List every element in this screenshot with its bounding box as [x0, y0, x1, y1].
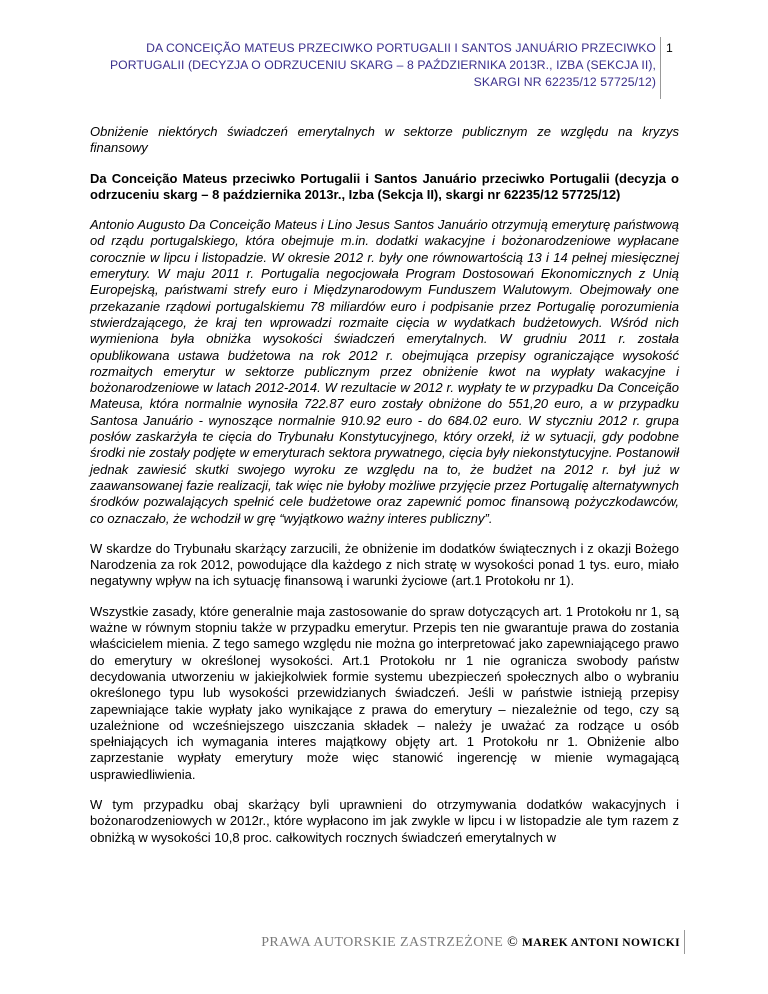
- document-body: [90, 124, 679, 860]
- complaint-paragraph: W skardze do Trybunału skarżący zarzucili, że obniżenie im dodatków świątecznych i z okazji Bożego Narodzenia za rok 2012, powodujące dla każdego z nich stratę w wysokości ponad 1 tys. euro, miało negatywny wpływ na ich sytuację finansową i warunki życiowe (art.1 Protokołu nr 1).: [90, 540, 679, 589]
- footer-author: MAREK ANTONI NOWICKI: [522, 937, 680, 949]
- case-title: Da Conceição Mateus przeciwko Portugalii i Santos Januário przeciwko Portugalii (decyzja o odrzuceniu skarg – 8 października 2013r., Izba (Sekcja II), skargi nr 62235/12 57725/12): [90, 170, 679, 202]
- copyright-symbol: ©: [507, 935, 519, 950]
- page-footer: [180, 935, 680, 951]
- footer-divider: [684, 930, 685, 954]
- case-entitlement-paragraph: W tym przypadku obaj skarżący byli uprawnieni do otrzymywania dodatków wakacyjnych i bożonarodzeniowych w 2012r., które wypłacono im jak zwykle w lipcu i w listopadzie ale tym razem z obniżką w wysokości 10,8 proc. całkowitych rocznych świadczeń emerytalnych w: [90, 796, 679, 845]
- principles-paragraph: Wszystkie zasady, które generalnie maja zastosowanie do spraw dotyczących art. 1 Protokołu nr 1, są ważne w równym stopniu także w przypadku emerytur. Przepis ten nie gwarantuje prawa do zostania właścicielem mienia. Z tego samego względu nie można go interpretować jako zapewniającego prawo do emerytury w określonej wysokości. Art.1 Protokołu nr 1 nie ogranicza swobody państw decydowania utworzeniu w jakiejkolwiek formie systemu ubezpieczeń społecznych albo o wybraniu określonego typu lub wysokości przewidzianych świadczeń. Jeśli w państwie istnieją przepisy zapewniające takie wypłaty jako wynikające z prawa do emerytury – niezależnie od tego, czy są uzależnione od wcześniejszego uiszczania składek – należy je uważać za rodzące u osób spełniających ich wymagania interes majątkowy objęty art. 1 Protokołu nr 1. Obniżenie albo zaprzestanie wypłaty emerytury może więc stanowić ingerencję w mienie wymagającą usprawiedliwienia.: [90, 603, 679, 782]
- footer-rights: PRAWA AUTORSKIE ZASTRZEŻONE: [261, 935, 504, 950]
- header-divider: [660, 37, 661, 99]
- facts-paragraph: Antonio Augusto Da Conceição Mateus i Lino Jesus Santos Januário otrzymują emeryturę państwową od rządu portugalskiego, która obejmuje m.in. dodatki wakacyjne i bożonarodzeniowe wypłacane corocznie w lipcu i listopadzie. W okresie 2012 r. były one równowartością 13 i 14 pełnej miesięcznej emerytury. W maju 2011 r. Portugalia negocjowała Program Dostosowań Ekonomicznych z Unią Europejską, państwami strefy euro i Międzynarodowym Funduszem Walutowym. Obejmowały one przekazanie rządowi portugalskiemu 78 miliardów euro i podpisanie przez Portugalię porozumienia stwierdzającego, że kraj ten wprowadzi rozmaite cięcia w wydatkach budżetowych. Wśród nich wymieniona była obniżka wysokości świadczeń emerytalnych. W grudniu 2011 r. została opublikowana ustawa budżetowa na rok 2012 r. obejmująca przepisy ograniczające wysokość rozmaitych emerytur w sektorze publicznym przez obniżenie kwot na wypłaty wakacyjne i bożonarodzeniowe w latach 2012-2014. W rezultacie w 2012 r. wypłaty te w przypadku Da Conceição Mateusa, która normalnie wynosiła 722.87 euro zostały obniżone do 551,20 euro, a w przypadku Santosa Januário - wynoszące normalnie 910.92 euro - do 684.02 euro. W styczniu 2012 r. grupa posłów zaskarżyła te cięcia do Trybunału Konstytucyjnego, który orzekł, iż w sytuacji, gdy podobne środki nie zostały podjęte w emeryturach sektora prywatnego, cięcia były niekonstytucyjne. Postanowił jednak zawiesić skutki swojego wyroku ze względu na to, że budżet na 2012 r. był już w zaawansowanej fazie realizacji, tak więc nie byłoby możliwe przyjęcie przez Portugalię alternatywnych środków pozwalających spełnić cele budżetowe oraz zapewnić pomoc finansową pożyczkodawców, co oznaczało, że wchodził w grę “wyjątkowo ważny interes publiczny”.: [90, 217, 679, 526]
- running-header: DA CONCEIÇÃO MATEUS PRZECIWKO PORTUGALII I SANTOS JANUÁRIO PRZECIWKO PORTUGALII (DECYZJA O ODRZUCENIU SKARG – 8 PAŹDZIERNIKA 2013R., IZBA (SEKCJA II), SKARGI NR 62235/12 57725/12): [109, 41, 656, 89]
- page-number: 1: [666, 41, 673, 55]
- intro-summary: Obniżenie niektórych świadczeń emerytalnych w sektorze publicznym ze względu na kryzys finansowy: [90, 124, 679, 156]
